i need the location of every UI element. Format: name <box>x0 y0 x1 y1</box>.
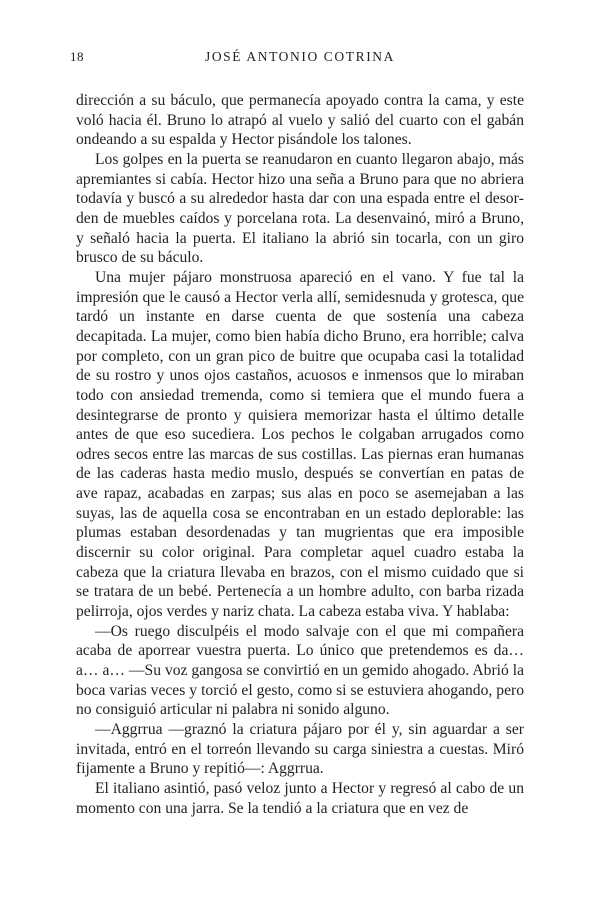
paragraph: El italiano asintió, pasó veloz junto a Hector y regresó al cabo de un momento con una jarra. Se la tendió a la criatura que en vez de <box>76 779 524 817</box>
dialogue-paragraph: —Os ruego disculpéis el modo salvaje con el que mi compañera acaba de aporrear vuestra puerta. Lo único que pretendemos es da… a… a… —Su voz gangosa se convirtió en un gemido ahogado. Abrió la boca varias veces y torció el gesto, como si se estuviera ahogando, pero no consiguió articular ni palabra ni sonido alguno. <box>76 622 524 719</box>
paragraph: Los golpes en la puerta se reanudaron en cuanto llegaron abajo, más apremiantes si cabía. Hector hizo una seña a Bruno para que no abriera todavía y buscó a su alrededor hasta dar con una espada entre el desorden de muebles caídos y porcelana rota. La desenvainó, miró a Bruno, y señaló hacia la puerta. El italiano la abrió sin tocarla, con un giro brusco de su báculo. <box>76 150 524 267</box>
body-text <box>76 91 524 818</box>
dialogue-paragraph: —Aggrrua —graznó la criatura pájaro por él y, sin aguardar a ser invitada, entró en el torreón llevando su carga siniestra a cuestas. Miró fijamente a Bruno y repitió—: Aggrrua. <box>76 721 524 778</box>
author-name: JOSÉ ANTONIO COTRINA <box>204 49 395 64</box>
paragraph: dirección a su báculo, que permanecía apoyado contra la cama, y este voló hacia él. Bruno lo atrapó al vuelo y salió del cuarto con el gabán ondeando a su espalda y Hector pisándole los talones. <box>76 92 524 149</box>
page-number: 18 <box>70 49 84 64</box>
paragraph: Una mujer pájaro monstruosa apareció en el vano. Y fue tal la impresión que le causó a Hector verla allí, semidesnuda y grotesca, que tardó un instante en darse cuenta de que sostenía una cabeza decapitada. La mujer, como bien había dicho Bruno, era horrible; calva por completo, con un gran pico de buitre que ocupaba casi la totalidad de su rostro y unos ojos castaños, acuosos e inmensos que lo miraban todo con ansiedad tremenda, como si temiera que el mundo fuera a desintegrarse de pronto y quisiera memorizar hasta el último detalle antes de que eso sucediera. Los pechos le colgaban arrugados como odres secos entre las marcas de sus costillas. Las piernas eran humanas de las caderas hasta medio muslo, después se convertían en patas de ave rapaz, acabadas en zarpas; sus alas en poco se asemejaban a las suyas, las de aquella cosa se encontraban en un estado deplorable: las plumas estaban desordenadas y tan mugrientas que era imposible discernir su color original. Para completar aquel cuadro estaba la cabeza que la criatura llevaba en brazos, con el mismo cuidado que si se tratara de un bebé. Pertenecía a un hombre adulto, con barba rizada pelirroja, ojos verdes y nariz chata. La cabeza estaba viva. Y hablaba: <box>76 268 524 621</box>
running-head <box>70 49 530 69</box>
